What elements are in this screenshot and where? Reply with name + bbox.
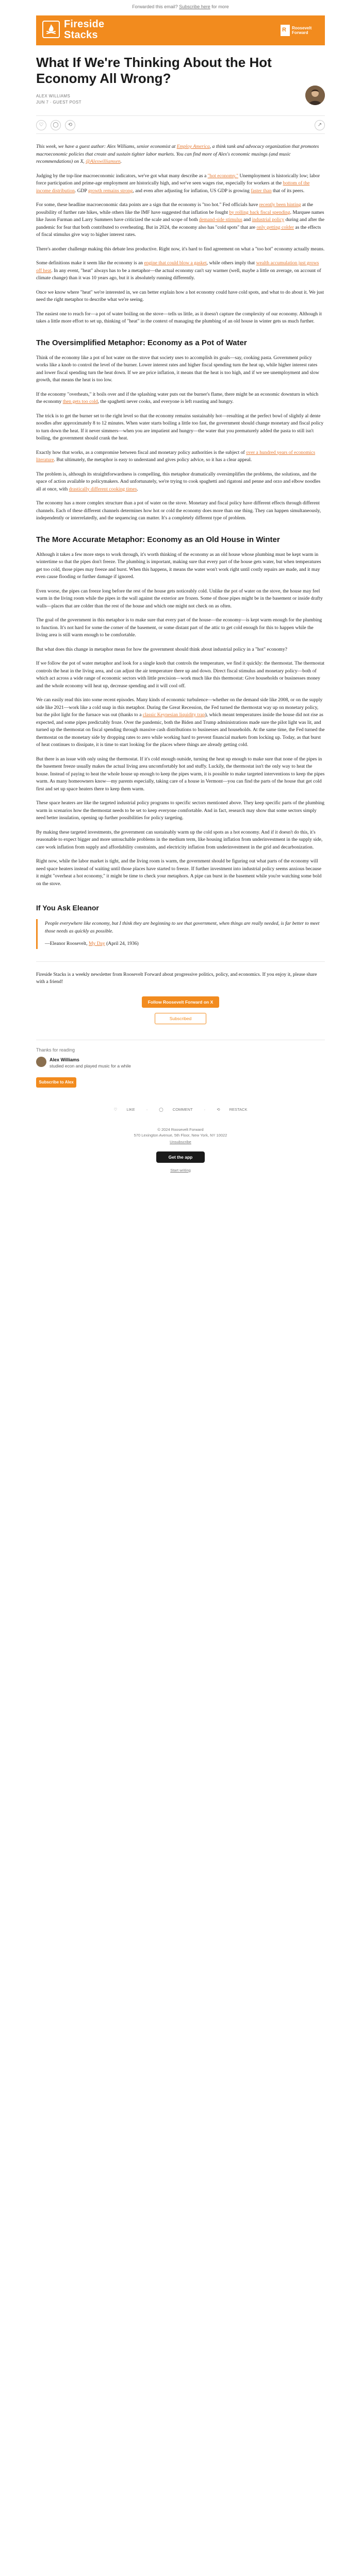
text-run: Unemployment is historically low; labor force participation and prime-age employment are historically high, and we've seen wages rise, especially for workers at the bbox=[36, 173, 320, 186]
get-the-app-button[interactable]: Get the app bbox=[156, 1151, 205, 1163]
bottom-comment-button[interactable]: ◯ COMMENT bbox=[159, 1107, 193, 1112]
bottom-actions-bar: ♡ LIKE · ◯ COMMENT · ⟲ RESTACK bbox=[36, 1107, 325, 1114]
campfire-logo-icon bbox=[42, 21, 60, 38]
brand-mark-icon: R bbox=[281, 25, 290, 36]
forwarded-notice: Forwarded this email? Subscribe here for more bbox=[132, 4, 229, 9]
paragraph: The trick is to get the burner set to the right level so that the economy remains sustainably hot—resulting at the perfect bowl of slightly al dente noodles after approximately 8 to 12 minutes. When water starts boiling a little too fast, the government should change monetary and fiscal policy to turn down the heat. If it never simmers—when you are impatient and hungry—the water that you prematurely added the pasta to still isn't boiling, the government should crank the heat. bbox=[36, 413, 324, 441]
text-run: during and after the pandemic for fear that both contributed to overheating. But in 2024, the economy also has "cold spots" that are bbox=[36, 217, 324, 230]
email-body bbox=[36, 15, 325, 1195]
text-run: that of its peers. bbox=[271, 188, 305, 194]
text-run: For some, these headline macroeconomic data points are a sign that the economy is "too hot." Fed officials have bbox=[36, 202, 259, 208]
author-row bbox=[36, 1056, 325, 1072]
text-run: We can easily read this into some recent episodes. Many kinds of economic turbulence—whether on the demand side like 2008, or on the supply side like 2021—work like a cold snap in this metaphor. During the Great Recession, the Fed turned the thermostat way up on monetary policy, but the pilot light for the furnace was out (thanks to a bbox=[36, 697, 323, 718]
article-body bbox=[36, 143, 325, 949]
quote-text: People everywhere like economy, but I think they are beginning to see that government, when things are really needed, is far better to meet those needs as quickly as possible. bbox=[45, 921, 320, 934]
inline-link[interactable]: recently been hinting bbox=[259, 202, 301, 208]
text-run: This week, we have a guest author: Alex Williams, senior economist at bbox=[36, 144, 177, 149]
paragraph bbox=[36, 449, 325, 464]
post-actions-bar bbox=[36, 115, 325, 134]
inline-link[interactable]: classic Keynesian liquidity trap bbox=[142, 712, 205, 718]
text-run: , the spaghetti never cooks, and everyone is left roasting and hungry. bbox=[97, 399, 234, 404]
text-run: The problem is, although its straightforwardness is compelling, this metaphor dramatically oversimplifies the problems, the solutions, and the space of action available to policymakers. And unfortunately, we're trying to cook spaghetti and rigatoni and penne and orzo and elbow noodles all at once, with bbox=[36, 471, 321, 492]
intro-paragraph bbox=[36, 143, 325, 166]
roosevelt-forward-logo: R Roosevelt Forward bbox=[281, 25, 318, 36]
text-run: . GDP bbox=[74, 188, 88, 194]
post-author[interactable]: ALEX WILLIAMS bbox=[36, 94, 71, 98]
paragraph bbox=[36, 260, 325, 282]
start-writing-row bbox=[36, 1168, 325, 1174]
newsletter-banner[interactable] bbox=[36, 15, 325, 45]
section-heading: The More Accurate Metaphor: Economy as an Old House in Winter bbox=[36, 535, 280, 544]
text-run: . In any event, "heat" always has to be a metaphor—the actual economy can't say warmer (well, maybe a little on average, on account of climate change) than it was 10 years ago, but it is absolutely running differently. bbox=[36, 267, 321, 281]
paragraph: These space heaters are like the targeted industrial policy programs to specific sectors mentioned above. They keep specific parts of the plumbing warm in scenarios how the thermostat needs to be set to keep everyone comfortable. And in fact, research may show that some sectors simply need better insulation, opening up further possibilities for policy targeting. bbox=[36, 800, 325, 821]
unsubscribe-row bbox=[36, 1140, 325, 1144]
paragraph: The easiest one to reach for—a pot of water boiling on the stove—tells us little, as it doesn't capture the complexity of our economy. Although it takes a little more effort to set up, thinking of "heat" in the context of managing the plumbing of an old house in winter gets us much further. bbox=[36, 311, 322, 324]
inline-link[interactable]: Employ America bbox=[176, 144, 210, 149]
bottom-like-button[interactable]: ♡ LIKE bbox=[113, 1107, 135, 1112]
paragraph: Although it takes a few more steps to work through, it's worth thinking of the economy as an old house whose plumbing must be kept warm in wintertime so that the pipes don't freeze. The plumbing is important, making sure that every part of the house gets water, but when temperatures get too cold, those pipes may freeze and burst. When this happens, it means the water won't work right until costly repairs are made, and it may even cause flooding or further damage if ignored. bbox=[36, 551, 321, 580]
paragraph: Even worse, the pipes can freeze long before the rest of the house gets noticeably cold. Unlike the pot of water on the stove, the house may feel warm in the living room while the pipes in the wall against the exterior are frozen. Some of those pipes might be in the basement or inside drafty walls—places that are colder than the rest of the house and which one might not check on as often. bbox=[36, 588, 323, 609]
inline-link[interactable]: growth remains strong bbox=[88, 188, 133, 194]
subscribed-button[interactable]: Subscribed bbox=[155, 1013, 206, 1024]
my-day-link[interactable]: My Day bbox=[89, 941, 105, 946]
text-run: . bbox=[120, 159, 122, 164]
like-heart-icon[interactable]: ♡ bbox=[36, 120, 46, 130]
paragraph bbox=[36, 201, 325, 239]
section-heading: If You Ask Eleanor bbox=[36, 904, 99, 912]
paragraph: By making these targeted investments, the government can sustainably warm up the cold spots as a hot economy. And if it doesn't do this, it's reasonable to expect bigger and more untouchable problems in the medium term, like housing inflation from underinvestment in the supply side, care work inflation from supply and affordability constraints, and electricity inflation from underinvestment in the grid and decarbonization. bbox=[36, 829, 323, 850]
follow-on-x-button[interactable]: Follow Roosevelt Forward on X bbox=[142, 996, 219, 1008]
start-writing-link[interactable]: Start writing bbox=[170, 1167, 191, 1173]
inline-link[interactable]: drastically different cooking times bbox=[69, 486, 137, 492]
share-icon[interactable]: ↗ bbox=[315, 120, 325, 130]
text-run: . Marquee names like Jason Furman and Larry Summers have criticized the scale and scope of both bbox=[36, 209, 324, 223]
subscribe-to-author-button[interactable]: Subscribe to Alex bbox=[36, 1077, 76, 1088]
text-run: . bbox=[137, 486, 138, 492]
text-run: as the effects of fiscal stimulus give way to higher interest rates. bbox=[36, 224, 321, 238]
text-run: , and even after adjusting for inflation, US GDP is growing bbox=[133, 188, 251, 194]
post-date: JUN 7 · GUEST POST bbox=[36, 100, 81, 105]
heart-icon: ♡ bbox=[113, 1107, 118, 1112]
inline-link[interactable]: by rolling back fiscal spending bbox=[229, 209, 290, 215]
author-card-avatar[interactable] bbox=[36, 1057, 46, 1067]
inline-link[interactable]: engine that could blow a gasket bbox=[144, 260, 207, 266]
inline-link[interactable]: then gets too cold bbox=[62, 399, 98, 404]
author-avatar[interactable] bbox=[305, 86, 325, 105]
eleanor-quote bbox=[36, 919, 325, 949]
text-run: If the economy "overheats," it boils over and if the splashing water puts out the burner's flame, there might be an economic downturn in which the economy bbox=[36, 391, 319, 404]
text-run: , a think tank and advocacy organization that promotes macroeconomic policies that create and sustain tighter labor markets. You can find more of Alex's economic musings (and music recommendations) on X, bbox=[36, 144, 319, 164]
email-topbar bbox=[0, 0, 361, 13]
post-meta bbox=[36, 93, 325, 113]
inline-link[interactable]: only getting colder bbox=[256, 224, 294, 230]
paragraph: Right now, while the labor market is tight, and the living room is warm, the government should be figuring out what parts of the economy will need space heaters instead of waiting until those places have started to freeze. If further investment into industrial policy seems anxious because it might "overheat a hot economy," it might be time to check your metaphors. A pipe can burst in the basement while you're watching some bold on the stove. bbox=[36, 858, 322, 887]
bottom-spacer bbox=[36, 1174, 325, 1195]
paragraph bbox=[36, 697, 325, 749]
paragraph: The economy has a more complex structure than a pot of water on the stove. Monetary and fiscal policy have different effects through different channels. Each of these different channels determines how hot or cold the economy does more than one thing. They can happen simultaneously, independently or interrelatedly, and the sequencing can matter. It's a completely different type of problem. bbox=[36, 500, 321, 521]
thanks-label: Thanks for reading bbox=[36, 1047, 75, 1053]
text-run: . But ultimately, the metaphor is easy to understand and gives policy advice, so it has a clear appeal. bbox=[54, 457, 252, 463]
paragraph: But what does this change in metaphor mean for how the government should think about industrial policy in a "hot" economy? bbox=[36, 646, 287, 652]
section-heading: The Oversimplified Metaphor: Economy as a Pot of Water bbox=[36, 338, 247, 347]
comment-icon: ◯ bbox=[159, 1107, 163, 1112]
text-run: Exactly how that works, as a compromise between fiscal and monetary policy authorities is the subject of bbox=[36, 449, 247, 455]
paragraph: If we follow the pot of water metaphor and look for a single knob that controls the temperature, we find it quickly: the thermostat. The thermostat controls the heat in the living area, and can adjust the air temperature there up and down. Direct fiscal stimulus and monetary policy—both of which act across a wide range of economic sectors with little precision—work much like this thermostat: Give households or businesses money and the whole economy will heat up, decrease spending and it will cool off. bbox=[36, 660, 325, 689]
paragraph bbox=[36, 391, 325, 406]
inline-link[interactable]: faster than bbox=[251, 188, 272, 194]
text-run: , while others imply that bbox=[206, 260, 256, 266]
quote-citation: —Eleanor Roosevelt, My Day (April 24, 1936) bbox=[45, 941, 139, 946]
inline-link[interactable]: bottom of the income distribution bbox=[36, 180, 310, 194]
copyright-block: © 2024 Roosevelt Forward 570 Lexington Avenue, 5th Floor, New York, NY 10022 bbox=[134, 1127, 227, 1138]
paragraph: The goal of the government in this metaphor is to make sure that every part of the house—the economy—is kept warm enough for the plumbing to function. It's not hard for some the corner of the basement, or some distant part of the attic to get cold enough for this to happen while the living area is still warm enough to be comfortable. bbox=[36, 617, 322, 638]
inline-link[interactable]: "hot economy." bbox=[207, 173, 239, 179]
text-run: Judging by the top-line macroeconomic indicators, we've got what many describe as a bbox=[36, 173, 208, 179]
inline-link[interactable]: @Alexwilliamsen bbox=[86, 159, 121, 164]
restack-icon: ⟲ bbox=[217, 1107, 220, 1112]
inline-link[interactable]: industrial policy bbox=[252, 217, 285, 223]
text-run: at the possibility of further rate hikes, while others like the IMF have suggested that inflation be fought bbox=[36, 202, 314, 215]
unsubscribe-link[interactable]: Unsubscribe bbox=[170, 1139, 191, 1144]
paragraph: There's another challenge making this debate less productive. Right now, it's hard to find agreement on what a "too hot" economy actually means. bbox=[36, 246, 325, 252]
author-card bbox=[36, 1040, 325, 1088]
inline-link[interactable]: demand-side stimulus bbox=[199, 217, 242, 223]
inline-link[interactable]: wealth accumulation just grows off heat bbox=[36, 260, 319, 274]
bottom-restack-button[interactable]: ⟲ RESTACK bbox=[217, 1107, 248, 1112]
paragraph bbox=[36, 471, 325, 494]
paragraph: Think of the economy like a pot of hot water on the stove that society uses to accomplish its goals—say, cooking pasta. Government policy works like a knob to control the level of the burner. Lower interest rates and higher fiscal spending turn the heat up, while higher interest rates and lower fiscal spending turn the heat down. If we are price inflation, it means that the heat is too high, and if we see unemployment and slow growth, that means the heat is too low. bbox=[36, 354, 319, 383]
comment-bubble-icon[interactable]: ◯ bbox=[51, 120, 61, 130]
paragraph bbox=[36, 173, 325, 195]
inline-link[interactable]: over a hundred years of economics literature bbox=[36, 449, 316, 463]
author-card-name[interactable]: Alex Williams bbox=[50, 1057, 79, 1062]
paragraph: But there is an issue with only using the thermostat. If it's cold enough outside, turning the heat up enough to make sure that none of the pipes in the basement freeze usually makes the actual living area uncomfortably hot and stuffy. Luckily, the thermostat isn't the only way to heat the house. Instead of paying to heat the whole house up enough to keep the pipes warm, it is possible to make targeted interventions to keep the pipes warm. As many homeowners know—my parents especially, taking care of a house in Vermont—you can find the parts of the house that get cold first and set up space heaters there to keep them warm. bbox=[36, 756, 325, 792]
text-run: ), which meant temperatures inside the house did not rise as expected, and some pipes predictably froze. Over the pandemic, both the Biden and Trump administrations made sure the pilot light was lit, and turned up the thermostat on fiscal spending through massive cash distributions to businesses and households. At the same time, the Fed turned the thermostat on the monetary side by dropping rates to zero while working hard to prevent financial markets from locking up. Today, as that burst of heat continues to dissipate, it is time to start looking for the places where things are already getting cold. bbox=[36, 712, 325, 748]
newsletter-description: Fireside Stacks is a weekly newsletter from Roosevelt Forward about progressive politics, policy, and economics. If you enjoy it, please share with a friend! bbox=[36, 961, 325, 986]
newsletter-title: Fireside Stacks bbox=[64, 19, 105, 41]
subscribe-here-link[interactable]: Subscribe here bbox=[179, 4, 210, 9]
text-run: and bbox=[242, 217, 252, 223]
paragraph: Once we know where "heat" we're interested in, we can better explain how a hot economy could have cold spots, and what to do about it. We just need the right metaphor to describe what we're seeing. bbox=[36, 289, 324, 302]
restack-icon[interactable]: ⟲ bbox=[65, 120, 75, 130]
author-card-bio: studied econ and played music for a while bbox=[50, 1063, 131, 1069]
text-run: Some definitions make it seem like the economy is an bbox=[36, 260, 144, 266]
post-title[interactable]: What If We're Thinking About the Hot Economy All Wrong? bbox=[36, 55, 272, 86]
